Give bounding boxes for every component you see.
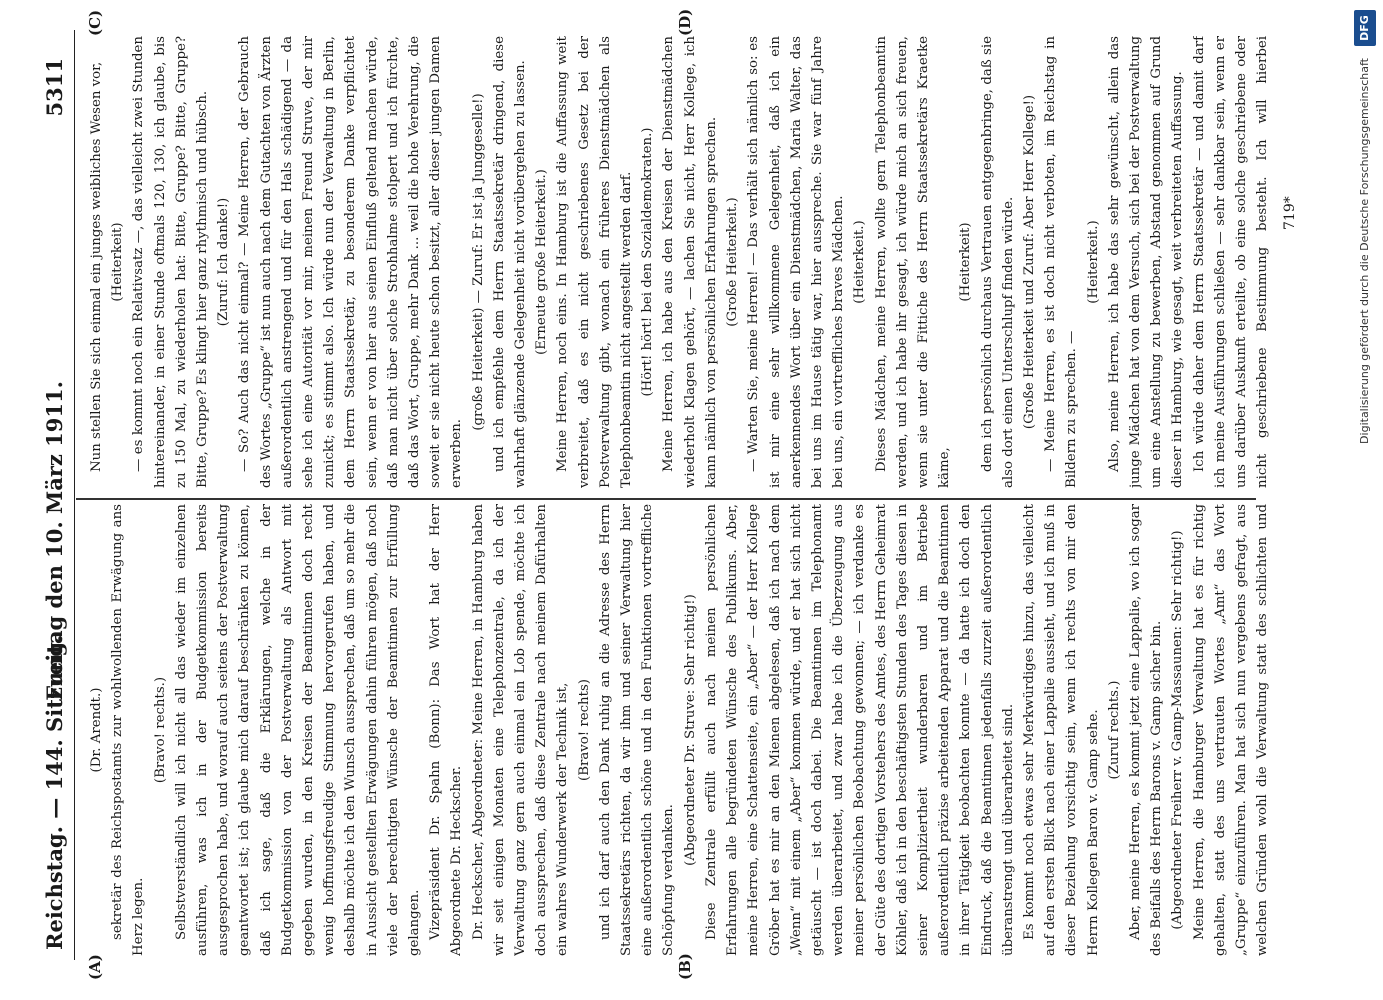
- paragraph: Also, meine Herren, ich habe das sehr gewünscht, allein das junge Mädchen hat von dem Versuch, sich bei der Postverwaltung um eine Anstellung zu bewerben, Abstand genommen auf Grund dieser in Hamburg, wie gesagt, weit verbreiteten Auffassung.: [1106, 36, 1186, 488]
- paragraph: — Warten Sie, meine Herren! — Das verhält sich nämlich so: es ist mir eine sehr willkommene Gelegenheit, daß ich ein anerkennendes Wort über ein Dienstmädchen, Maria Walter, das bei uns im Hause tätig war, hier ausspreche. Sie war fünf Jahre bei uns, ein vortreffliches braves Mädchen.: [746, 36, 847, 488]
- paragraph: dem ich persönlich durchaus Vertrauen entgegenbringe, daß sie also dort einen Unterschlupf finden würde.: [979, 36, 1016, 488]
- header-session: Reichstag. — 144. Sitzung.: [42, 634, 67, 950]
- paragraph: und ich darf auch den Dank ruhig an die Adresse des Herrn Staatssekretärs richten, da wir ihm und seiner Verwaltung hier eine außerordentlich schöne und in den Funktionen vortreffliche Schöpfung verdanken.: [597, 504, 677, 956]
- dfg-logo: [1354, 10, 1376, 46]
- margin-mark-d: (D): [676, 8, 694, 36]
- margin-mark-c: (C): [86, 9, 104, 36]
- paragraph: Vizepräsident Dr. Spahn (Bonn): Das Wort hat der Herr Abgeordnete Dr. Heckscher.: [428, 504, 465, 956]
- paragraph: Aber, meine Herren, es kommt jetzt eine Lappalie, wo ich sogar des Beifalls des Herrn Barons v. Gamp sicher bin.: [1127, 504, 1165, 956]
- interjection: (Bravo! rechts): [576, 679, 592, 781]
- column-divider: [76, 499, 1256, 501]
- interjection: (Abgeordneter Dr. Struve: Sehr richtig!): [682, 594, 698, 866]
- dfg-logo-text: DFG: [1358, 15, 1371, 41]
- interjection: (Heiterkeit): [110, 222, 126, 302]
- interjection: (Zuruf: Ich danke!): [216, 197, 232, 327]
- interjection: (Hört! hört! bei den Sozialdemokraten.): [640, 127, 656, 397]
- paragraph: und ich empfehle dem Herrn Staatssekretär dringend, diese wahrhaft glänzende Gelegenheit nicht vorübergehen zu lassen.: [491, 36, 529, 488]
- interjection: (Heiterkeit): [958, 222, 974, 302]
- text-column-right: [86, 36, 1276, 488]
- paragraph: — Meine Herren, es ist doch nicht verboten, im Reichstag in Bildern zu sprechen. —: [1043, 36, 1080, 488]
- footer-signature-mark: 719*: [1282, 196, 1298, 230]
- paragraph: Meine Herren, die Hamburger Verwaltung hat es für richtig gehalten, statt des uns vertrauten Wortes „Amt“ das Wort „Gruppe“ einzuführen. Man hat sich nun vergebens gefragt, aus welchen Gründen wohl die Verwaltung statt des schlichten und: [1191, 504, 1271, 956]
- paragraph: — So? Auch das nicht einmal? — Meine Herren, der Gebrauch des Wortes „Gruppe“ ist nun auch nach dem Gutachten von Ärzten außerordentlich anstrengend und für den Hals schädigend — da sehe ich eine Autorität vor mir, meinen Freund Struve, der mir zunickt; es stimmt also. Ich würde nun der Verwaltung in Berlin, dem Herrn Staatssekretär, zu besonderem Danke verpflichtet sein, wenn er von hier aus seinen Einfluß geltend machen würde, daß man nicht über solche Strohhalme stolpert und ich fürchte, daß das Wort, Gruppe, mehr Dank ... weil die hohe Verehrung, die soweit er sie nicht heute schon besitzt, aller dieser jungen Damen erwerben.: [237, 36, 465, 488]
- interjection: (Heiterkeit.): [852, 220, 868, 304]
- margin-mark-a: (A): [86, 954, 104, 980]
- paragraph: Es kommt noch etwas sehr Merkwürdiges hinzu, das vielleicht auf den ersten Blick nach einer Lappalie aussieht, und ich muß in dieser Beziehung vorsichtig sein, wenn ich rechts von mir den Herrn Kollegen Baron v. Gamp sehe.: [1021, 504, 1101, 956]
- paragraph: Nun stellen Sie sich einmal ein junges weibliches Wesen vor,: [89, 61, 104, 472]
- interjection: (Dr. Arendt.): [89, 687, 104, 773]
- paragraph: Selbstverständlich will ich nicht all das wieder im einzelnen ausführen, was ich in der Budgetkommission bereits ausgesprochen habe, und worauf auch seitens der Postverwaltung geantwortet ist; ich glaube mich darauf beschränken zu können, daß ich sage, daß die Erklärungen, welche in der Budgetkommission von der Postverwaltung als Antwort mit gegeben wurden, in den Kreisen der Beamtinnen doch recht wenig hoffnungsfreudige Stimmung hervorgerufen haben, und deshalb möchte ich den Wunsch aussprechen, daß um so mehr die in Aussicht gestellten Erwägungen dahin führen mögen, daß noch viele der berechtigten Wünsche der Beamtinnen zur Erfüllung gelangen.: [173, 504, 423, 956]
- interjection: (Heiterkeit.): [1085, 220, 1101, 304]
- paragraph: sekretär des Reichspostamts zur wohlwollenden Erwägung ans Herz legen.: [110, 504, 147, 956]
- header-date-page: [42, 58, 67, 701]
- credit-text: Digitalisierung gefördert durch die Deutsche Forschungsgemeinschaft: [1358, 58, 1371, 444]
- text-column-left: [86, 504, 1276, 956]
- paragraph: Dieses Mädchen, meine Herren, wollte gern Telephonbeamtin werden, und ich habe ihr gesagt, ich würde mich an sich freuen, wenn sie unter die Fittiche des Herrn Staatssekretärs Kraetke käme,: [873, 36, 953, 488]
- paragraph: Meine Herren, noch eins. In Hamburg ist die Auffassung weit verbreitet, daß es ein nicht geschriebenes Gesetz bei der Postverwaltung gibt, wonach ein früheres Dienstmädchen als Telephonbeamtin nicht angestellt werden darf.: [555, 36, 635, 488]
- header-date: Freitag den 10. März 1911.: [42, 381, 67, 701]
- paragraph: Ich würde daher dem Herrn Staatssekretär — und damit darf ich meine Ausführungen schließen — sehr dankbar sein, wenn er uns darüber Auskunft erteilte, ob eine solche geschriebene oder nicht geschriebene Bestimmung besteht. Ich will hierbei: [1191, 36, 1271, 488]
- paragraph: — es kommt noch ein Relativsatz —, das vielleicht zwei Stunden hintereinander, in einer Stunde oftmals 120, 130, ich glaube, bis zu 150 Mal, zu wiederholen hat: Bitte, Gruppe? Bitte, Gruppe? Bitte, Gruppe? Es klingt hier ganz rhythmisch und hübsch.: [131, 36, 211, 488]
- page-header: [32, 30, 75, 960]
- paragraph: Dr. Heckscher, Abgeordneter: Meine Herren, in Hamburg haben wir seit einigen Monaten eine Telephonzentrale, da ich der Verwaltung ganz gern auch einmal ein Lob spende, möchte ich doch aussprechen, daß diese Zentrale nach meinem Dafürhalten ein wahres Wunderwerk der Technik ist,: [470, 504, 571, 956]
- margin-mark-b: (B): [676, 953, 694, 980]
- interjection: (Erneute große Heiterkeit.): [534, 169, 550, 355]
- digitization-credit-strip: [1346, 0, 1383, 1000]
- paragraph: Diese Zentrale erfüllt auch nach meinen persönlichen Erfahrungen alle begründeten Wünsche des Publikums. Aber, meine Herren, eine Schattenseite, ein „Aber“ — der Herr Kollege Gröber hat es mir an den Mienen abgelesen, daß ich nach dem „Wenn“ mit einem „Aber“ kommen würde, und er hat sich nicht getäuscht — ist doch dabei. Die Beamtinnen im Telephonamt werden überarbeitet, und zwar habe ich die Überzeugung aus meiner persönlichen Beobachtung gewonnen; — ich verdanke es der Güte des dortigen Vorstehers des Amtes, des Herrn Geheimrat Köhler, daß ich in den beschäftigsten Stunden des Tages diesen in seiner Kompliziertheit wunderbaren und im Betriebe außerordentlich präzise arbeitenden Apparat und die Beamtinnen in ihrer Tätigkeit beobachten konnte — da hatte ich doch den Eindruck, daß die Beamtinnen jedenfalls zurzeit außerordentlich überanstrengt und überarbeitet sind.: [703, 504, 1016, 956]
- page-number: 5311: [42, 58, 67, 117]
- interjection: (Bravo! rechts.): [152, 676, 168, 784]
- interjection: (Große Heiterkeit und Zuruf: Aber Herr Kollege!): [1021, 94, 1037, 430]
- interjection: (Abgeordneter Freiherr v. Gamp-Massaunen: Sehr richtig!): [1170, 530, 1186, 930]
- interjection: (Zuruf rechts.): [1106, 680, 1122, 780]
- interjection: (Große Heiterkeit.): [725, 197, 741, 327]
- interjection: (große Heiterkeit) — Zuruf: Er ist ja Junggeselle!): [470, 93, 486, 431]
- paragraph: Meine Herren, ich habe aus den Kreisen der Dienstmädchen wiederholt Klagen gehört, — lachen Sie nicht, Herr Kollege, ich kann nämlich von persönlichen Erfahrungen sprechen.: [661, 36, 719, 488]
